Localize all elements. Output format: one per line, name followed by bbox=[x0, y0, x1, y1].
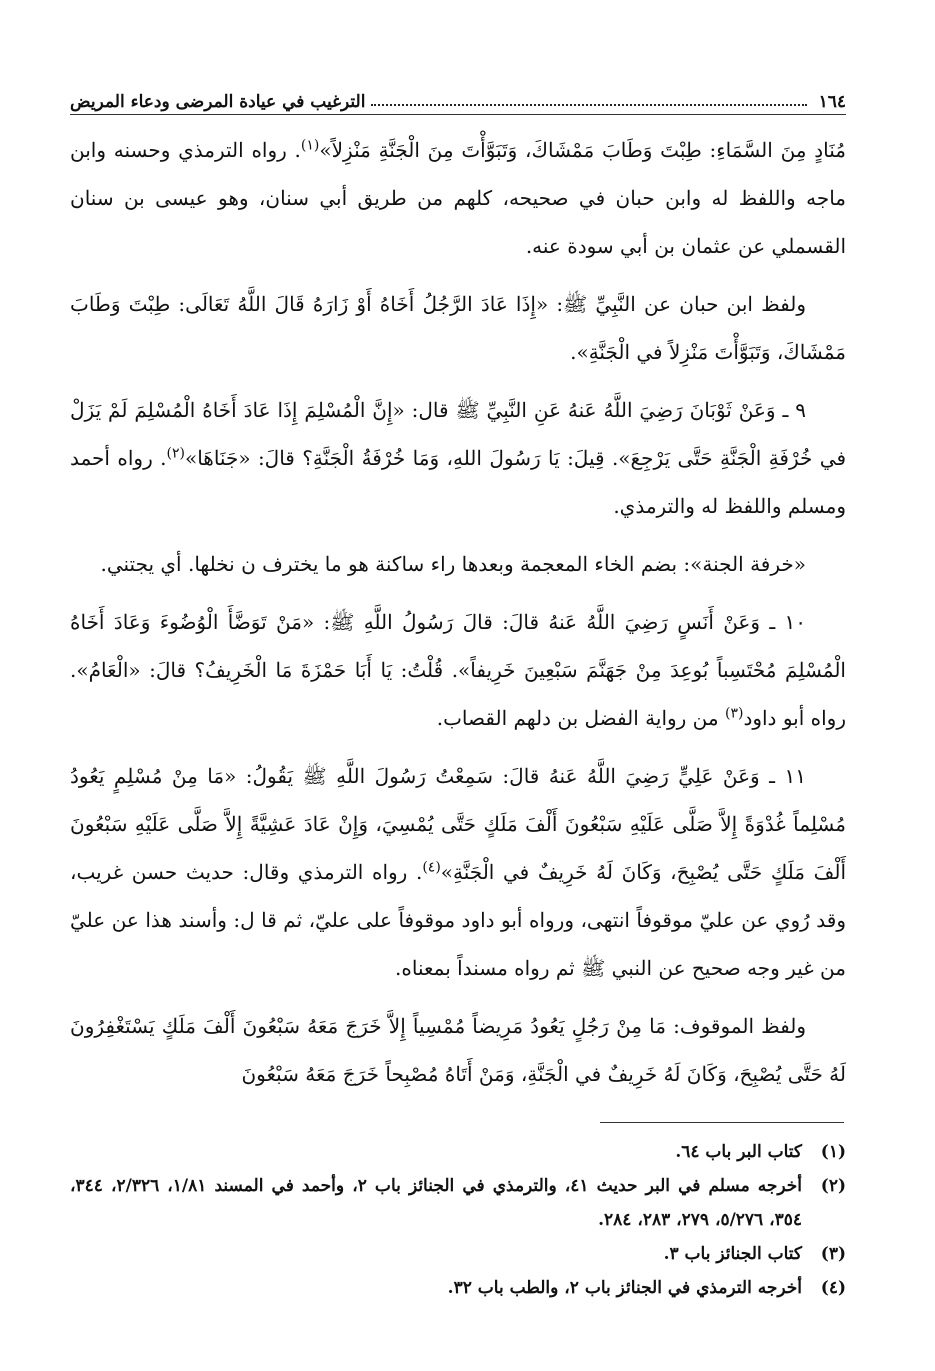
footnote-text: أخرجه مسلم في البر حديث ٤١، والترمذي في الجنائز باب ٢، وأحمد في المسند ١/٨١، ٢/٣٢٦، ٣٤٤، ٣٥٤، ٥/٢٧٦، ٢٧٩، ٢٨٣، ٢٨٤. bbox=[70, 1176, 803, 1230]
hadith-9 bbox=[70, 386, 846, 530]
header-dot-leader bbox=[371, 104, 806, 106]
footnote-ref: (١) bbox=[300, 137, 320, 154]
paragraph-text: ١٠ ـ وَعَنْ أَنَسٍ رَضِيَ اللَّهُ عَنهُ قالَ: قالَ رَسُولُ اللَّهِ ﷺ: «مَنْ تَوَضَّأَ الْوُضُوءَ وَعَادَ أَخَاهُ الْمُسْلِمَ مُحْتَسِباً بُوعِدَ مِنْ جَهَنَّمَ سَبْعِينَ خَرِيفاً». قُلْتُ: يَا أَبَا حَمْزَةَ مَا الْخَرِيفُ؟ قالَ: «الْعَامُ». رواه أبو داود bbox=[70, 610, 846, 730]
paragraph-text: ٩ ـ وَعَنْ ثَوْبَانَ رَضِيَ اللَّهُ عَنهُ عَنِ النَّبِيِّ ﷺ قال: «إِنَّ الْمُسْلِمَ إِذَا عَادَ أَخَاهُ الْمُسْلِمَ لَمْ يَزَلْ في خُرْفَةِ الْجَنَّةِ حَتَّى يَرْجِعَ». قِيلَ: يَا رَسُولَ اللهِ، وَمَا خُرْفَةُ الْجَنَّةِ؟ قالَ: «جَنَاهَا» bbox=[70, 398, 846, 470]
footnote bbox=[70, 1271, 846, 1305]
paragraph bbox=[70, 126, 846, 270]
paragraph-text: ولفظ الموقوف: مَا مِنْ رَجُلٍ يَعُودُ مَرِيضاً مُمْسِياً إِلاَّ خَرَجَ مَعَهُ سَبْعُونَ أَلْفَ مَلَكٍ يَسْتَغْفِرُونَ لَهُ حَتَّى يُصْبِحَ، وَكَانَ لَهُ خَرِيفٌ في الْجَنَّةِ، وَمَنْ أَتَاهُ مُصْبِحاً خَرَجَ مَعَهُ سَبْعُونَ bbox=[70, 1014, 846, 1086]
paragraph-text-continued: . رواه أحمد ومسلم واللفظ له والترمذي. bbox=[70, 446, 846, 518]
main-text bbox=[70, 126, 846, 1108]
footnote bbox=[70, 1135, 846, 1169]
footnote-text: كتاب الجنائز باب ٣. bbox=[663, 1244, 802, 1264]
paragraph-text: مُنَادٍ مِنَ السَّمَاءِ: طِبْتَ وَطَابَ مَمْشَاكَ، وَتَبَوَّأْتَ مِنَ الْجَنَّةِ مَنْزِلاً» bbox=[319, 138, 846, 162]
paragraph bbox=[70, 1002, 846, 1098]
footnote-ref: (٣) bbox=[724, 705, 744, 722]
footnote bbox=[70, 1237, 846, 1271]
gloss-paragraph bbox=[70, 540, 846, 588]
page-number: ١٦٤ bbox=[818, 92, 846, 112]
footnote-text: كتاب البر باب ٦٤. bbox=[675, 1142, 802, 1162]
footnotes bbox=[70, 1135, 846, 1305]
footnote-ref: (٢) bbox=[166, 445, 185, 462]
footnote-separator bbox=[600, 1122, 844, 1123]
page-header bbox=[70, 80, 846, 112]
footnote-ref: (٤) bbox=[422, 859, 441, 876]
hadith-11 bbox=[70, 752, 846, 992]
paragraph-text-continued: . رواه الترمذي وحسنه وابن ماجه واللفظ له وابن حبان في صحيحه، كلهم من طريق أبي سنان، وهو عيسى بن سنان القسملي عن عثمان بن أبي سودة عنه. bbox=[70, 138, 847, 258]
paragraph-text-continued: من رواية الفضل بن دلهم القصاب. bbox=[436, 706, 725, 730]
paragraph bbox=[70, 280, 846, 376]
footnote-number: (٣) bbox=[820, 1244, 846, 1264]
paragraph-text: ١١ ـ وَعَنْ عَلِيٍّ رَضِيَ اللَّهُ عَنهُ قالَ: سَمِعْتُ رَسُولَ اللَّهِ ﷺ يَقُولُ: «مَا مِنْ مُسْلِمٍ يَعُودُ مُسْلِماً غُدْوَةً إِلاَّ صَلَّى عَلَيْهِ سَبْعُونَ أَلْفَ مَلَكٍ حَتَّى يُمْسِيَ، وَإِنْ عَادَ عَشِيَّةً إِلاَّ صَلَّى عَلَيْهِ سَبْعُونَ أَلْفَ مَلَكٍ حَتَّى يُصْبِحَ، وَكَانَ لَهُ خَرِيفٌ في الْجَنَّةِ» bbox=[70, 764, 847, 884]
paragraph-text: «خرفة الجنة»: بضم الخاء المعجمة وبعدها راء ساكنة هو ما يخترف ن نخلها. أي يجتني. bbox=[100, 552, 806, 576]
footnote-number: (١) bbox=[820, 1142, 846, 1162]
paragraph-text: ولفظ ابن حبان عن النَّبِيِّ ﷺ: «إِذَا عَادَ الرَّجُلُ أَخَاهُ أَوْ زَارَهُ قَالَ اللَّهُ تَعَالَى: طِبْتَ وَطَابَ مَمْشَاكَ، وَتَبَوَّأْتَ مَنْزِلاً في الْجَنَّةِ». bbox=[70, 292, 846, 364]
footnote-text: أخرجه الترمذي في الجنائز باب ٢، والطب باب ٣٢. bbox=[447, 1278, 802, 1298]
footnote bbox=[70, 1169, 846, 1237]
hadith-10 bbox=[70, 598, 846, 742]
footnote-number: (٤) bbox=[820, 1278, 846, 1298]
header-rule bbox=[70, 114, 846, 115]
running-title: الترغيب في عيادة المرضى ودعاء المريض bbox=[70, 92, 366, 112]
paragraph-text-continued: . رواه الترمذي وقال: حديث حسن غريب، وقد رُوي عن عليّ موقوفاً انتهى، ورواه أبو داود موقوفاً على عليّ، ثم قا ل: وأسند هذا عن عليّ من غير وجه صحيح عن النبي ﷺ ثم رواه مسنداً بمعناه. bbox=[70, 860, 846, 980]
footnote-number: (٢) bbox=[820, 1176, 846, 1196]
